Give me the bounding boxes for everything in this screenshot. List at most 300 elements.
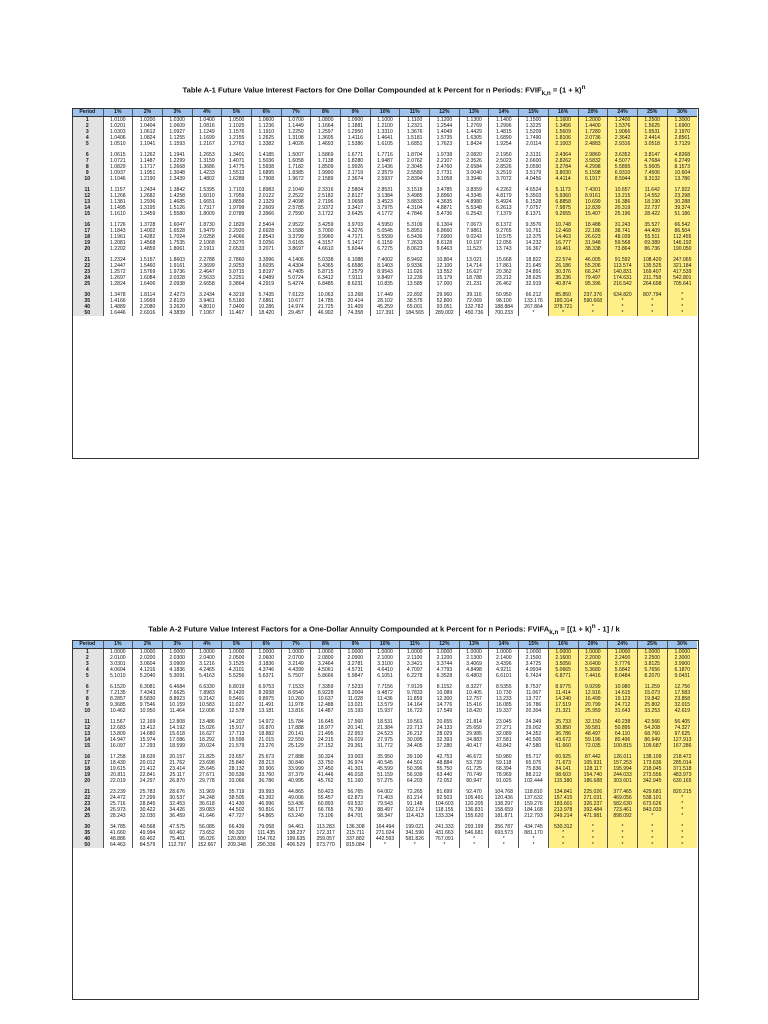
factor-cell: 1.2155 <box>222 135 252 141</box>
factor-cell: 1.6771 <box>341 147 371 158</box>
factor-cell: 7.4343 <box>133 690 163 696</box>
table-a2 <box>72 640 697 848</box>
factor-cell: * <box>637 298 667 304</box>
factor-cell: 1.4693 <box>311 141 341 147</box>
factor-cell: 1.0937 <box>103 170 133 176</box>
rate-column-header: 8% <box>311 108 341 117</box>
factor-cell: 29.985 <box>459 731 489 737</box>
factor-cell: 6.2749 <box>667 158 697 164</box>
period-column-header: Period <box>72 640 103 649</box>
factor-cell: 29.778 <box>192 778 222 784</box>
factor-cell: 259.057 <box>311 836 341 842</box>
rate-column-header: 15% <box>519 108 549 117</box>
factor-cell: 1.9487 <box>370 158 400 164</box>
factor-cell: 2.7860 <box>222 252 252 263</box>
factor-cell: 9.2655 <box>548 211 578 217</box>
factor-cell: 51.660 <box>548 743 578 749</box>
factor-cell: 48.884 <box>430 760 460 766</box>
factor-cell: 1.2167 <box>192 141 222 147</box>
factor-cell: 14.240 <box>548 696 578 702</box>
factor-cell: 21.814 <box>459 714 489 725</box>
factor-cell: 15.618 <box>162 731 192 737</box>
factor-cell: 417.539 <box>667 269 697 275</box>
factor-cell: 3.2251 <box>222 275 252 281</box>
factor-cell: 20.414 <box>341 298 371 304</box>
factor-cell: 21.495 <box>311 731 341 737</box>
factor-cell: 2.1200 <box>430 655 460 661</box>
factor-cell: 6.7424 <box>519 673 549 679</box>
rate-column-header: 20% <box>578 640 608 649</box>
period-cell: 8 <box>72 164 103 170</box>
factor-cell: 1.4071 <box>222 158 252 164</box>
factor-cell: * <box>578 836 608 842</box>
factor-cell: 13.786 <box>667 176 697 182</box>
factor-cell: 1.0000 <box>608 649 638 656</box>
factor-cell: 378.721 <box>548 304 578 310</box>
factor-cell: 109.687 <box>637 743 667 749</box>
factor-cell: 14.785 <box>311 298 341 304</box>
factor-cell: 137.632 <box>519 795 549 801</box>
factor-cell: 1.2190 <box>133 176 163 182</box>
factor-cell: 86.504 <box>667 228 697 234</box>
factor-cell: 2.1911 <box>192 246 222 252</box>
factor-cell: 1.2324 <box>103 252 133 263</box>
factor-cell: 23.276 <box>251 743 281 749</box>
factor-cell: 4.7793 <box>430 667 460 673</box>
factor-cell: 1.7535 <box>162 240 192 246</box>
factor-cell: 4.1406 <box>281 252 311 263</box>
factor-cell: 6.3081 <box>133 679 163 690</box>
factor-cell: 1.8106 <box>548 135 578 141</box>
factor-cell: 2.0300 <box>162 655 192 661</box>
factor-cell: * <box>667 830 697 836</box>
factor-cell: 48.497 <box>578 731 608 737</box>
factor-cell: 61.725 <box>459 766 489 772</box>
period-cell: 11 <box>72 714 103 725</box>
factor-cell: 1.1487 <box>133 158 163 164</box>
factor-cell: 1.0100 <box>103 117 133 124</box>
factor-cell: 2.5404 <box>251 217 281 228</box>
factor-cell: 15.668 <box>489 252 519 263</box>
factor-cell: 431.663 <box>430 830 460 836</box>
factor-cell: 1.0615 <box>103 147 133 158</box>
factor-cell: * <box>430 842 460 848</box>
factor-cell: 1.0600 <box>251 117 281 124</box>
factor-cell: 30.376 <box>548 269 578 275</box>
factor-cell: 285.014 <box>667 760 697 766</box>
factor-cell: 18.977 <box>311 725 341 731</box>
factor-cell: 1.5386 <box>341 141 371 147</box>
rate-column-header: 14% <box>489 640 519 649</box>
factor-cell: 26.212 <box>400 731 430 737</box>
factor-cell: 30.850 <box>548 725 578 731</box>
factor-cell: 37.379 <box>281 772 311 778</box>
factor-cell: 1.1041 <box>133 141 163 147</box>
factor-cell: 4.2998 <box>578 164 608 170</box>
factor-cell: 84.701 <box>341 813 371 819</box>
period-cell: 1 <box>72 117 103 124</box>
factor-cell: 2.7590 <box>281 211 311 217</box>
factor-cell: 30.539 <box>222 772 252 778</box>
factor-cell: 12.683 <box>103 725 133 731</box>
factor-cell: 60.893 <box>311 801 341 807</box>
table-a2-title-tail: = [(1 + k) <box>558 624 592 634</box>
factor-cell: 7.5233 <box>341 679 371 690</box>
table-a2-title-sup: n <box>591 623 596 630</box>
factor-cell: * <box>667 298 697 304</box>
factor-cell: 24.215 <box>311 737 341 743</box>
factor-cell: 7.9875 <box>548 205 578 211</box>
factor-cell: 3.0040 <box>459 170 489 176</box>
factor-cell: 5.4274 <box>281 281 311 287</box>
factor-cell: 50.980 <box>489 749 519 760</box>
factor-cell: 15.179 <box>430 275 460 281</box>
period-cell: 50 <box>72 310 103 316</box>
factor-cell: 218.045 <box>637 766 667 772</box>
factor-cell: 442.593 <box>370 836 400 842</box>
factor-cell: 15.784 <box>281 714 311 725</box>
factor-cell: 6.8019 <box>222 679 252 690</box>
factor-cell: 2.1600 <box>548 655 578 661</box>
factor-cell: 2.3526 <box>459 158 489 164</box>
factor-cell: 41.646 <box>192 813 222 819</box>
factor-cell: 1.7490 <box>519 135 549 141</box>
factor-cell: 1.7908 <box>251 176 281 182</box>
factor-cell: 79.058 <box>251 819 281 830</box>
factor-cell: 22.713 <box>400 725 430 731</box>
factor-cell: 35.527 <box>637 217 667 228</box>
factor-cell: 6.1159 <box>370 240 400 246</box>
factor-cell: 538.101 <box>637 795 667 801</box>
factor-cell: * <box>667 807 697 813</box>
rate-column-header: 25% <box>637 108 667 117</box>
factor-cell: 31.948 <box>578 240 608 246</box>
factor-cell: 1.9999 <box>133 298 163 304</box>
factor-cell: 1.2824 <box>103 281 133 287</box>
factor-cell: 105.491 <box>459 795 489 801</box>
factor-cell: 3.1588 <box>281 228 311 234</box>
factor-cell: 15.416 <box>459 702 489 708</box>
factor-cell: 33.003 <box>341 749 371 760</box>
factor-cell: 3.8125 <box>637 661 667 667</box>
factor-cell: 43.392 <box>251 795 281 801</box>
factor-cell: 3.0604 <box>133 661 163 667</box>
factor-cell: 12.808 <box>162 714 192 725</box>
factor-cell: 1.6305 <box>459 135 489 141</box>
factor-cell: 113.283 <box>311 819 341 830</box>
factor-cell: 1.0000 <box>370 649 400 656</box>
rate-column-header: 9% <box>341 108 371 117</box>
rate-column-header: 5% <box>222 108 252 117</box>
rate-column-header: 11% <box>400 640 430 649</box>
factor-cell: 1.7959 <box>222 193 252 199</box>
factor-cell: 13.233 <box>489 696 519 702</box>
factor-cell: 1.0000 <box>519 649 549 656</box>
factor-cell: 1.4026 <box>281 141 311 147</box>
factor-cell: 700.233 <box>489 310 519 316</box>
factor-cell: 341.590 <box>400 830 430 836</box>
factor-cell: 10.980 <box>608 679 638 690</box>
factor-cell: 10.677 <box>281 298 311 304</box>
factor-cell: * <box>667 801 697 807</box>
factor-cell: 4.8871 <box>430 205 460 211</box>
factor-cell: 10.063 <box>311 287 341 298</box>
factor-cell: 3.6165 <box>281 240 311 246</box>
factor-cell: 1.7103 <box>222 182 252 193</box>
factor-cell: 2.2522 <box>281 193 311 199</box>
factor-cell: 1.8509 <box>311 164 341 170</box>
factor-cell: 12.916 <box>578 690 608 696</box>
table-row <box>72 147 697 158</box>
factor-cell: 15.026 <box>192 725 222 731</box>
factor-cell: 216.542 <box>608 281 638 287</box>
factor-cell: 14.232 <box>519 240 549 246</box>
factor-cell: 10.730 <box>489 690 519 696</box>
factor-cell: 46.018 <box>341 772 371 778</box>
factor-cell: 5.1417 <box>341 240 371 246</box>
factor-cell: 1.5126 <box>162 205 192 211</box>
factor-cell: 1.2572 <box>103 269 133 275</box>
factor-cell: 55.511 <box>637 234 667 240</box>
factor-cell: 15.937 <box>370 708 400 714</box>
factor-cell: 8.1403 <box>370 263 400 269</box>
factor-cell: 13.021 <box>459 252 489 263</box>
factor-cell: 4.3219 <box>222 287 252 298</box>
factor-cell: 25.129 <box>281 743 311 749</box>
factor-cell: 5.9605 <box>637 164 667 170</box>
factor-cell: 8.7537 <box>519 679 549 690</box>
factor-cell: 51.160 <box>341 778 371 784</box>
factor-cell: 1.0000 <box>311 649 341 656</box>
factor-cell: 5.9847 <box>341 673 371 679</box>
factor-cell: 138.237 <box>281 830 311 836</box>
factor-cell: 9.3576 <box>519 217 549 228</box>
factor-cell: 3.9900 <box>667 661 697 667</box>
factor-cell: 13.579 <box>370 702 400 708</box>
factor-cell: 180.314 <box>548 298 578 304</box>
factor-cell: * <box>519 836 549 842</box>
factor-cell: 2.0600 <box>251 655 281 661</box>
factor-cell: 1.5395 <box>192 182 222 193</box>
factor-cell: 32.919 <box>519 281 549 287</box>
factor-cell: 2.9372 <box>311 205 341 211</box>
factor-cell: 1.1610 <box>103 211 133 217</box>
factor-cell: 2.2500 <box>637 655 667 661</box>
factor-cell: 13.727 <box>519 696 549 702</box>
table-a1-title-sup: n <box>581 84 586 91</box>
factor-cell: 174.631 <box>608 275 638 281</box>
factor-cell: 8.3227 <box>459 679 489 690</box>
factor-cell: 2.0789 <box>222 211 252 217</box>
factor-cell: 767.091 <box>430 836 460 842</box>
factor-cell: 1.6900 <box>667 123 697 129</box>
factor-cell: 14.947 <box>103 737 133 743</box>
factor-cell: 289.002 <box>430 310 460 316</box>
factor-cell: 1.2321 <box>400 123 430 129</box>
factor-cell: 5.8715 <box>311 269 341 275</box>
table-a1 <box>72 108 697 316</box>
factor-cell: 12.006 <box>192 708 222 714</box>
factor-cell: 2.6533 <box>222 246 252 252</box>
factor-cell: 20.362 <box>489 269 519 275</box>
factor-cell: 7.4416 <box>578 673 608 679</box>
factor-cell: 1.3456 <box>548 123 578 129</box>
factor-cell: 32.150 <box>578 714 608 725</box>
factor-cell: 2.5182 <box>311 193 341 199</box>
factor-cell: 881.170 <box>519 830 549 836</box>
factor-cell: 8.0623 <box>400 246 430 252</box>
table-row <box>72 287 697 298</box>
factor-cell: 11.259 <box>637 679 667 690</box>
factor-cell: 1.1157 <box>103 182 133 193</box>
factor-cell: 2.5937 <box>370 176 400 182</box>
table-row <box>72 819 697 830</box>
factor-cell: 2.0700 <box>281 655 311 661</box>
factor-cell: 23.212 <box>489 275 519 281</box>
factor-cell: 5.0545 <box>370 228 400 234</box>
factor-cell: 4.6610 <box>311 246 341 252</box>
period-cell: 11 <box>72 182 103 193</box>
factor-cell: 371.518 <box>667 766 697 772</box>
factor-cell: 19.461 <box>548 246 578 252</box>
factor-cell: 9.8497 <box>370 275 400 281</box>
factor-cell: 3.2149 <box>281 661 311 667</box>
factor-cell: 29.002 <box>519 725 549 731</box>
factor-cell: 1.2434 <box>133 182 163 193</box>
factor-cell: 16.085 <box>489 702 519 708</box>
period-cell: 21 <box>72 252 103 263</box>
factor-cell: 136.308 <box>341 819 371 830</box>
factor-cell: 36.786 <box>548 731 578 737</box>
factor-cell: * <box>608 298 638 304</box>
factor-cell: 7.6900 <box>430 234 460 240</box>
factor-cell: 1.8009 <box>192 211 222 217</box>
factor-cell: 4.5077 <box>608 158 638 164</box>
factor-cell: 3.8697 <box>281 246 311 252</box>
factor-cell: 807.794 <box>637 287 667 298</box>
factor-cell: 1.9254 <box>489 141 519 147</box>
factor-cell: 16.645 <box>311 714 341 725</box>
factor-cell: 843.033 <box>637 807 667 813</box>
factor-cell: 6.2278 <box>400 673 430 679</box>
period-cell: 15 <box>72 743 103 749</box>
factor-cell: 92.470 <box>459 784 489 795</box>
factor-cell: 2.1049 <box>281 182 311 193</box>
factor-cell: 19.561 <box>400 714 430 725</box>
factor-cell: 271.024 <box>370 830 400 836</box>
factor-cell: 38.575 <box>400 298 430 304</box>
factor-cell: 10.637 <box>311 696 341 702</box>
factor-cell: 34.248 <box>192 795 222 801</box>
factor-cell: 1.1961 <box>103 234 133 240</box>
factor-cell: 2.4066 <box>222 234 252 240</box>
factor-cell: 4.3276 <box>341 228 371 234</box>
table-a2-title <box>0 623 768 636</box>
factor-cell: 211.758 <box>637 275 667 281</box>
factor-cell: 3.0658 <box>341 199 371 205</box>
factor-cell: 8.1372 <box>489 217 519 228</box>
factor-cell: 1.3195 <box>133 205 163 211</box>
factor-cell: 5.4924 <box>489 199 519 205</box>
factor-cell: 2.0122 <box>251 193 281 199</box>
factor-cell: 33.253 <box>637 708 667 714</box>
factor-cell: 5.6842 <box>608 667 638 673</box>
factor-cell: 29.960 <box>430 287 460 298</box>
factor-cell: 450.736 <box>459 310 489 316</box>
factor-cell: 68.760 <box>637 731 667 737</box>
factor-cell: 155.620 <box>459 813 489 819</box>
factor-cell: 8.9775 <box>548 679 578 690</box>
factor-cell: 4.1216 <box>133 667 163 673</box>
factor-cell: 66.439 <box>222 819 252 830</box>
factor-cell: 1.0000 <box>489 649 519 656</box>
factor-cell: 1.9799 <box>222 205 252 211</box>
factor-cell: 37.450 <box>311 766 341 772</box>
factor-cell: 60.402 <box>133 836 163 842</box>
factor-cell: 91.025 <box>489 778 519 784</box>
factor-cell: 46.005 <box>578 252 608 263</box>
factor-cell: 6.9753 <box>251 679 281 690</box>
factor-cell: 11.028 <box>341 696 371 702</box>
factor-cell: 2.0200 <box>133 655 163 661</box>
factor-cell: 1.2769 <box>459 123 489 129</box>
factor-cell: 26.973 <box>103 807 133 813</box>
factor-cell: 199.635 <box>281 836 311 842</box>
factor-cell: 13.021 <box>341 702 371 708</box>
factor-cell: 102.174 <box>400 807 430 813</box>
period-cell: 7 <box>72 158 103 164</box>
factor-cell: 2.2107 <box>430 158 460 164</box>
factor-cell: 14.487 <box>311 708 341 714</box>
factor-cell: 3.8147 <box>637 147 667 158</box>
factor-cell: 2.7196 <box>311 199 341 205</box>
table-row <box>72 182 697 193</box>
factor-cell: 15.917 <box>222 725 252 731</box>
period-cell: 25 <box>72 281 103 287</box>
factor-cell: 9.3685 <box>103 702 133 708</box>
factor-cell: 2.1436 <box>370 164 400 170</box>
factor-cell: 158.659 <box>489 807 519 813</box>
factor-cell: 3.3946 <box>459 176 489 182</box>
factor-cell: 21.579 <box>222 743 252 749</box>
factor-cell: 120.205 <box>459 801 489 807</box>
period-cell: 23 <box>72 269 103 275</box>
factor-cell: 4.2919 <box>251 281 281 287</box>
factor-cell: 7.1533 <box>281 679 311 690</box>
factor-cell: 135.525 <box>637 263 667 269</box>
factor-cell: 41.301 <box>341 766 371 772</box>
factor-cell: 33.066 <box>222 778 252 784</box>
rate-column-header: 1% <box>103 640 133 649</box>
factor-cell: 1.8385 <box>281 170 311 176</box>
factor-cell: 7.8983 <box>192 690 222 696</box>
factor-cell: 47.580 <box>519 743 549 749</box>
factor-cell: 10.835 <box>370 281 400 287</box>
factor-cell: 40.545 <box>370 760 400 766</box>
period-cell: 19 <box>72 240 103 246</box>
factor-cell: 3.3100 <box>370 661 400 667</box>
factor-cell: 244.033 <box>608 772 638 778</box>
period-cell: 6 <box>72 679 103 690</box>
factor-cell: 60.462 <box>162 830 192 836</box>
factor-cell: 6.6586 <box>341 263 371 269</box>
factor-cell: 2.1068 <box>192 240 222 246</box>
period-cell: 4 <box>72 135 103 141</box>
factor-cell: 5.5160 <box>222 298 252 304</box>
factor-cell: 39.993 <box>251 784 281 795</box>
factor-cell: 3.1836 <box>251 661 281 667</box>
factor-cell: 2.0938 <box>162 281 192 287</box>
